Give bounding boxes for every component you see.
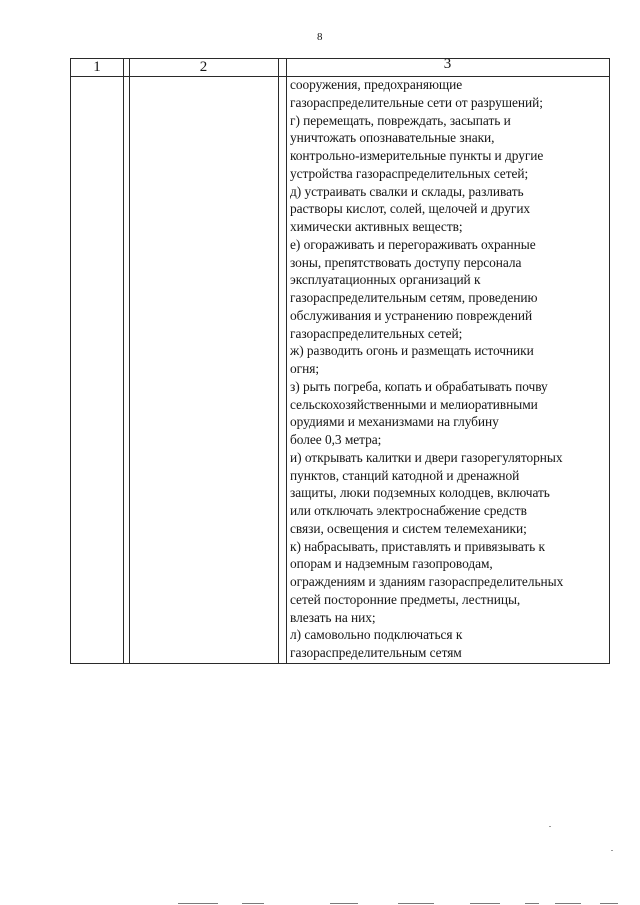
column-divider-1-double [129, 58, 130, 664]
column-header-1: 1 [93, 59, 101, 75]
text-line: или отключать электроснабжение средств [290, 503, 527, 518]
text-line: л) самовольно подключаться к [290, 627, 463, 643]
column-header-2: 2 [199, 59, 208, 75]
scan-speck [611, 850, 613, 851]
text-line: д) устраивать свалки и склады, разливать [290, 183, 524, 199]
text-line: влезать на них; [290, 609, 376, 625]
text-line: е) огораживать и перегораживать охранные [290, 236, 536, 252]
page-number: 8 [317, 31, 323, 43]
text-line: ограждениям и зданиям газораспределительных [290, 574, 564, 589]
column-header-3: 3 [443, 56, 452, 72]
text-line: орудиями и механизмами на глубину [290, 414, 499, 430]
text-line: связи, освещения и систем телемеханики; [290, 520, 527, 536]
text-line: устройства газораспределительных сетей; [290, 165, 529, 181]
text-line: огня; [290, 361, 319, 376]
text-line: опорам и надземным газопроводам, [290, 556, 493, 572]
scan-speck [549, 826, 551, 827]
text-line: обслуживания и устранению повреждений [290, 307, 533, 323]
column-3-text [290, 76, 612, 662]
text-line: ж) разводить огонь и размещать источники [290, 343, 534, 359]
text-line: уничтожать опознавательные знаки, [290, 130, 495, 146]
text-line: эксплуатационных организаций к [290, 272, 481, 288]
text-line: з) рыть погреба, копать и обрабатывать почву [290, 378, 548, 394]
text-line: сетей посторонние предметы, лестницы, [290, 591, 521, 607]
text-line: химически активных веществ; [290, 219, 463, 234]
column-divider-1 [123, 58, 124, 664]
scan-bottom-edge [0, 899, 640, 905]
text-line: пунктов, станций катодной и дренажной [290, 467, 520, 483]
text-line: и) открывать калитки и двери газорегуляторных [290, 449, 563, 465]
text-line: г) перемещать, повреждать, засыпать и [290, 112, 511, 128]
text-line: газораспределительным сетям [290, 645, 462, 660]
text-line: более 0,3 метра; [290, 432, 382, 447]
text-line: растворы кислот, солей, щелочей и других [290, 201, 531, 217]
text-line: защиты, люки подземных колодцев, включать [290, 485, 550, 501]
column-divider-2-double [286, 58, 287, 664]
text-line: газораспределительные сети от разрушений; [290, 94, 543, 110]
column-divider-2 [278, 58, 279, 664]
text-line: к) набрасывать, приставлять и привязывать к [290, 538, 545, 554]
table-header-row [71, 56, 609, 77]
text-line: газораспределительным сетям, проведению [290, 290, 538, 305]
text-line: контрольно-измерительные пункты и другие [290, 148, 544, 163]
text-line: газораспределительных сетей; [290, 325, 463, 341]
text-line: сооружения, предохраняющие [290, 77, 463, 92]
document-table [70, 58, 610, 664]
text-line: зоны, препятствовать доступу персонала [290, 254, 522, 270]
text-line: сельскохозяйственными и мелиоративными [290, 396, 538, 412]
